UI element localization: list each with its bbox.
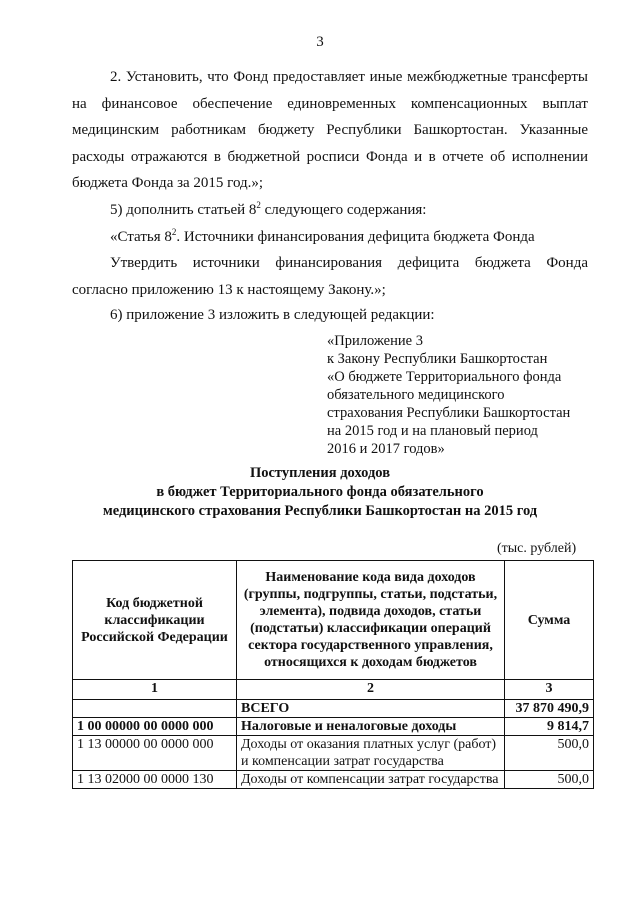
row-code: 1 00 00000 00 0000 000 bbox=[73, 718, 237, 736]
approve-line-1: Утвердить источники финансирования дефицита бюджета Фонда bbox=[110, 255, 588, 271]
appendix-line: к Закону Республики Башкортостан bbox=[327, 351, 548, 367]
row-name: Доходы от оказания платных услуг (работ) и компенсации затрат государства bbox=[237, 736, 505, 771]
item-5-text bbox=[72, 197, 588, 224]
appendix-line: «Приложение 3 bbox=[327, 333, 423, 349]
approve-line-2: согласно приложению 13 к настоящему Закону.»; bbox=[72, 281, 386, 298]
row-sum: 500,0 bbox=[505, 736, 594, 771]
article-before: «Статья 8 bbox=[110, 229, 172, 245]
item-6-text: 6) приложение 3 изложить в следующей редакции: bbox=[110, 307, 435, 323]
row-name: Доходы от компенсации затрат государства bbox=[237, 771, 505, 789]
article-sup: 2 bbox=[171, 227, 177, 237]
row-sum: 500,0 bbox=[505, 771, 594, 789]
appendix-line: обязательного медицинского bbox=[327, 387, 505, 403]
row-name: ВСЕГО bbox=[237, 700, 505, 718]
header-row bbox=[73, 561, 594, 680]
title-line: в бюджет Территориального фонда обязательного bbox=[156, 484, 484, 500]
table-row bbox=[73, 771, 594, 789]
article-heading bbox=[72, 224, 588, 251]
item-5-sup: 2 bbox=[256, 200, 261, 210]
paragraph-point-2 bbox=[72, 64, 588, 197]
row-name: Налоговые и неналоговые доходы bbox=[237, 718, 505, 736]
appendix-line: 2016 и 2017 годов» bbox=[327, 441, 445, 457]
paragraph-approve bbox=[72, 250, 588, 303]
table-row bbox=[73, 718, 594, 736]
column-number: 2 bbox=[237, 680, 505, 700]
item-5-before: 5) дополнить статьей 8 bbox=[110, 202, 257, 218]
article-after: . Источники финансирования дефицита бюджета Фонда bbox=[176, 229, 535, 245]
item-5-after: следующего содержания: bbox=[260, 202, 427, 218]
header-code: Код бюджетной классификации Российской Федерации bbox=[73, 561, 237, 680]
appendix-caption bbox=[327, 332, 570, 458]
row-sum: 37 870 490,9 bbox=[505, 700, 594, 718]
appendix-line: на 2015 год и на плановый период bbox=[327, 423, 538, 439]
appendix-line: страхования Республики Башкортостан bbox=[327, 405, 571, 421]
page-number: 3 bbox=[316, 34, 324, 50]
row-code: 1 13 02000 00 0000 130 bbox=[73, 771, 237, 789]
table-row bbox=[73, 736, 594, 771]
row-code: 1 13 00000 00 0000 000 bbox=[73, 736, 237, 771]
column-number: 3 bbox=[505, 680, 594, 700]
paragraph-item-5 bbox=[72, 197, 588, 224]
row-code bbox=[73, 700, 237, 718]
revenue-table bbox=[72, 560, 594, 789]
paragraph-article bbox=[72, 224, 588, 251]
units-label: (тыс. рублей) bbox=[497, 541, 577, 556]
header-sum: Сумма bbox=[505, 561, 594, 680]
table-title bbox=[0, 464, 640, 521]
title-line: Поступления доходов bbox=[249, 465, 391, 481]
appendix-line: «О бюджете Территориального фонда bbox=[327, 369, 562, 385]
column-number: 1 bbox=[73, 680, 237, 700]
row-sum: 9 814,7 bbox=[505, 718, 594, 736]
header-name: Наименование кода вида доходов (группы, подгруппы, статьи, подстатьи, элемента), подвида доходов, статьи (подстатьи) классификации операций сектора государственного управления, относящихся к доходам бюджетов bbox=[237, 561, 505, 680]
point-2-text: 2. Установить, что Фонд предоставляет иные межбюджетные трансферты на финансовое обеспечение единовременных компенсационных выплат медицинским работникам бюджету Республики Башкортостан. Указанные расходы отражаются в бюджетной росписи Фонда и в отчете об исполнении бюджета Фонда за 2015 год.»; bbox=[72, 69, 588, 192]
column-number-row bbox=[73, 680, 594, 700]
title-line: медицинского страхования Республики Башкортостан на 2015 год bbox=[102, 503, 538, 519]
table-row bbox=[73, 700, 594, 718]
paragraph-item-6 bbox=[72, 302, 588, 329]
